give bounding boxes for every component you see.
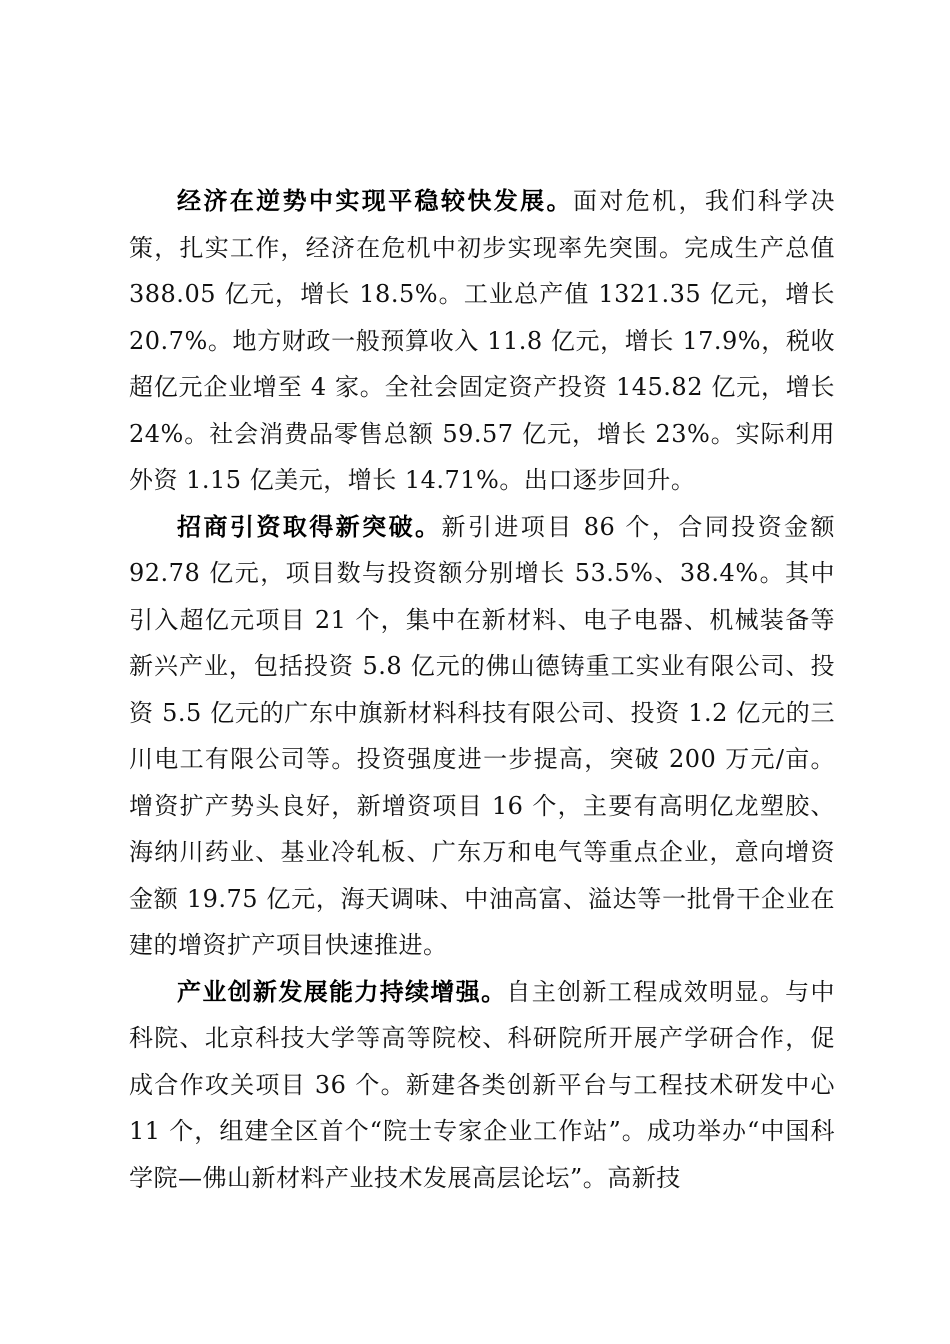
paragraph-economy [129, 178, 835, 504]
document-body [129, 178, 835, 1201]
paragraph-heading: 产业创新发展能力持续增强。 [177, 976, 507, 1006]
paragraph-text: 新引进项目 86 个，合同投资金额 92.78 亿元，项目数与投资额分别增长 53.5%、38.4%。其中引入超亿元项目 21 个，集中在新材料、电子电器、机械装备等新兴产业，包括投资 5.8 亿元的佛山德铸重工实业有限公司、投资 5.5 亿元的广东中旗新材料科技有限公司、投资 1.2 亿元的三川电工有限公司等。投资强度进一步提高，突破 200 万元/亩。增资扩产势头良好，新增资项目 16 个，主要有高明亿龙塑胶、海纳川药业、基业冷轧板、广东万和电气等重点企业，意向增资金额 19.75 亿元，海天调味、中油高富、溢达等一批骨干企业在建的增资扩产项目快速推进。 [129, 512, 836, 959]
paragraph-heading: 经济在逆势中实现平稳较快发展。 [177, 186, 573, 215]
paragraph-innovation [129, 969, 835, 1202]
paragraph-investment [129, 504, 835, 969]
paragraph-text: 面对危机，我们科学决策，扎实工作，经济在危机中初步实现率先突围。完成生产总值 388.05 亿元，增长 18.5%。工业总产值 1321.35 亿元，增长 20.7%。地方财政一般预算收入 11.8 亿元，增长 17.9%，税收超亿元企业增至 4 家。全社会固定资产投资 145.82 亿元，增长 24%。社会消费品零售总额 59.57 亿元，增长 23%。实际利用外资 1.15 亿美元，增长 14.71%。出口逐步回升。 [129, 187, 835, 494]
paragraph-text: 自主创新工程成效明显。与中科院、北京科技大学等高等院校、科研院所开展产学研合作，促成合作攻关项目 36 个。新建各类创新平台与工程技术研发中心 11 个，组建全区首个“院士专家企业工作站”。成功举办“中国科学院—佛山新材料产业技术发展高层论坛”。高新技 [129, 977, 836, 1192]
paragraph-heading: 招商引资取得新突破。 [177, 511, 442, 541]
